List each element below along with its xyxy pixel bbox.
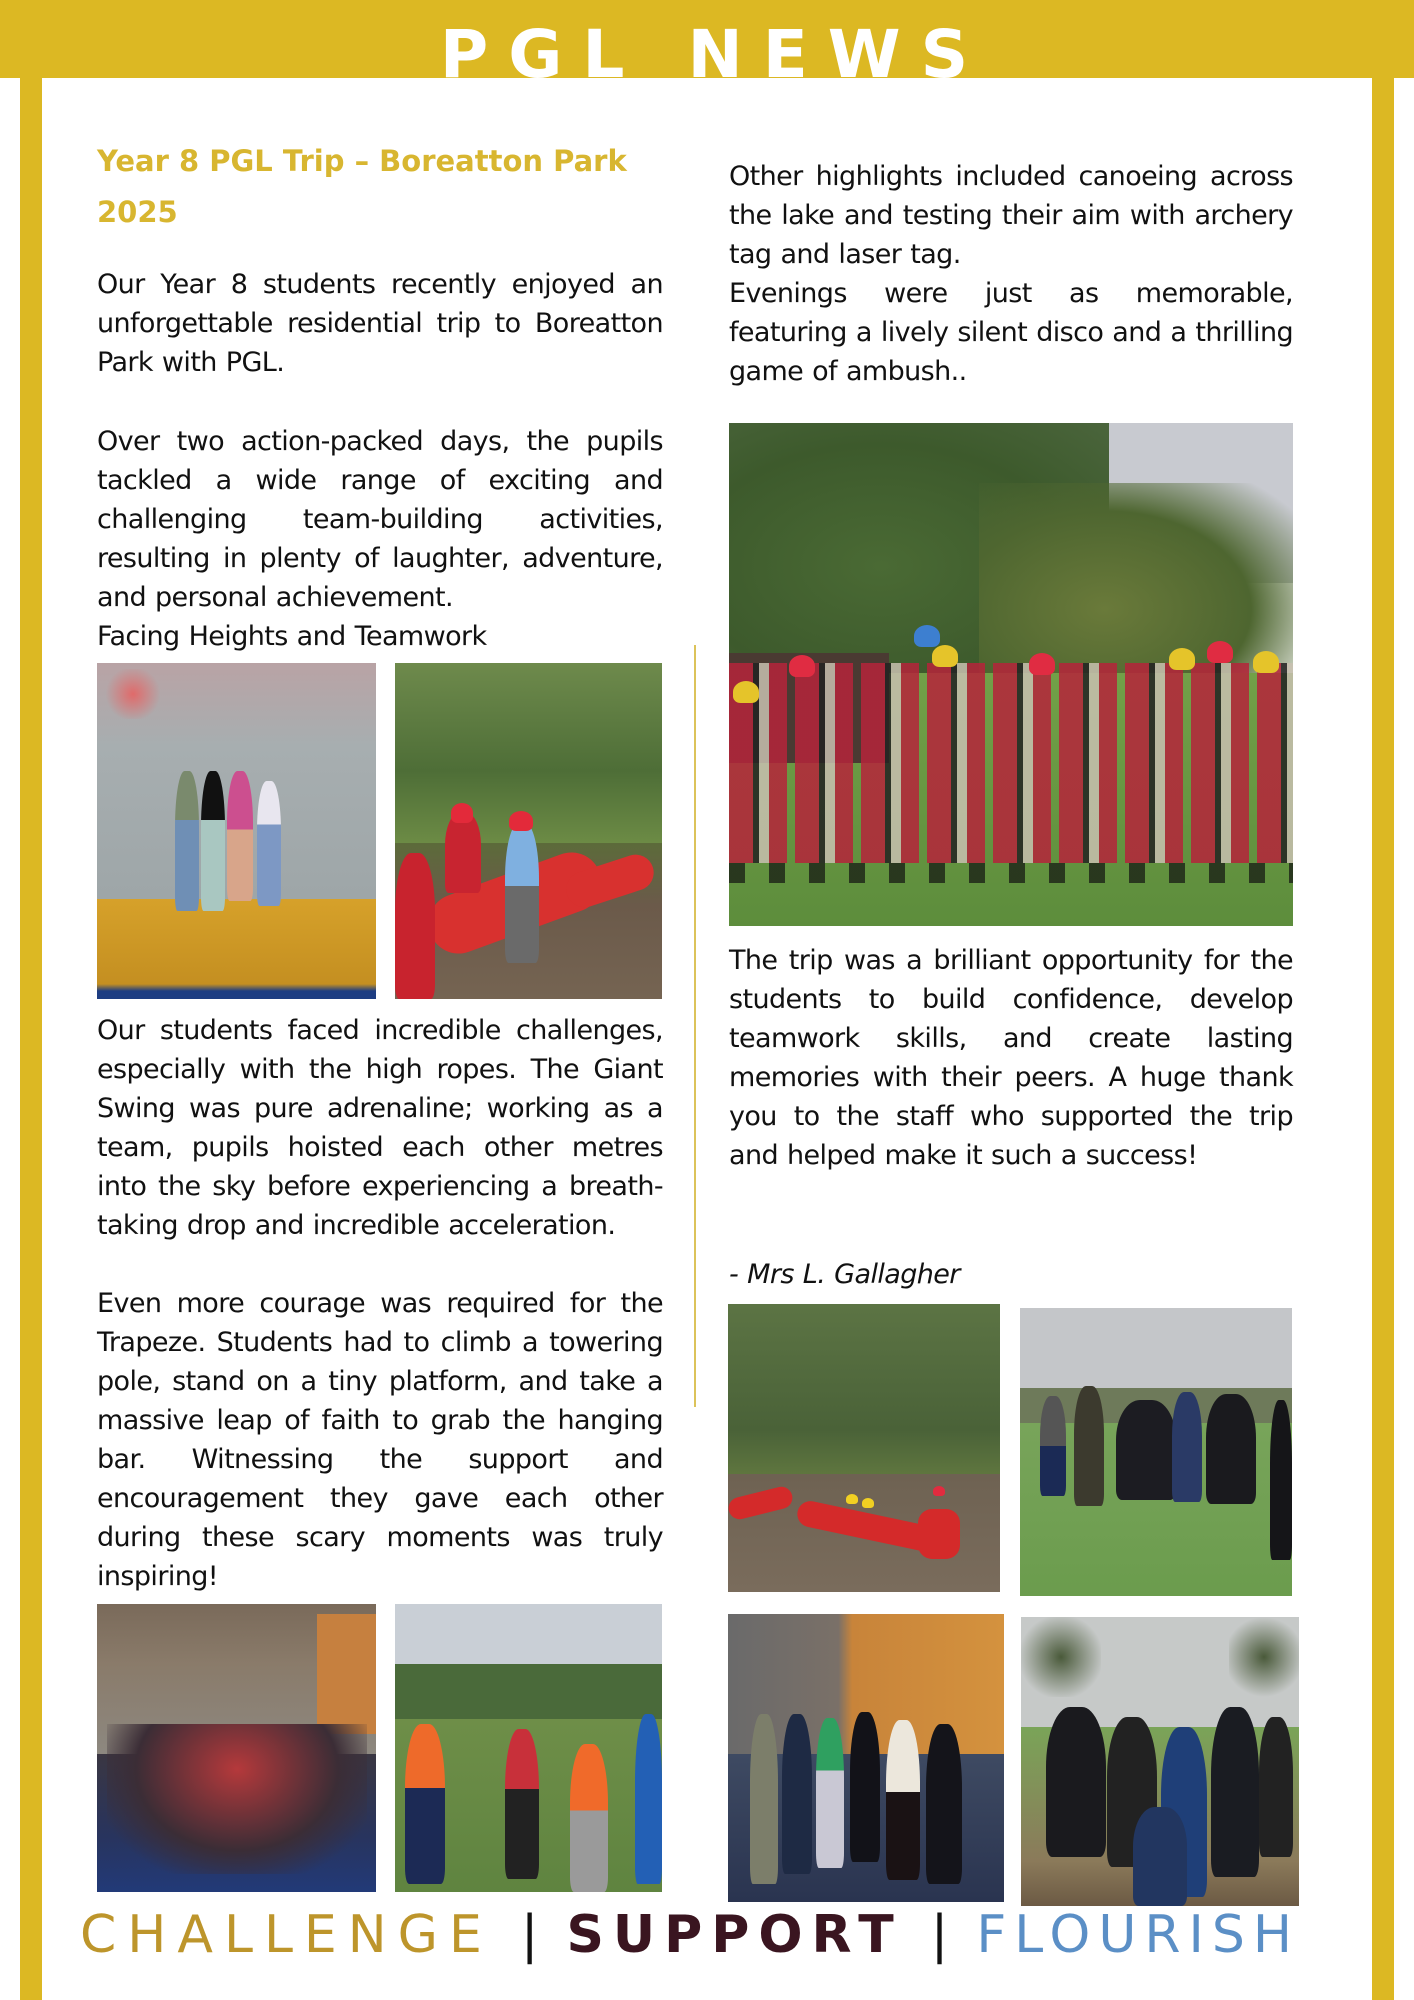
photo-boys-bench-group bbox=[1021, 1617, 1299, 1906]
left-border-bar bbox=[20, 60, 42, 2000]
intro-paragraph: Our Year 8 students recently enjoyed an unforgettable residential trip to Boreatton Park with PGL. bbox=[97, 269, 663, 378]
photo-archery-tag bbox=[1020, 1308, 1292, 1596]
high-ropes-paragraph: Our students faced incredible challenges, especially with the high ropes. The Giant Swing was pure adrenaline; working as a team, pupils hoisted each other metres into the sky before experiencing a breath-taking drop and incredible acceleration. bbox=[97, 1015, 663, 1241]
photo-laser-tag-hall bbox=[97, 1604, 376, 1892]
article-heading-line1: Year 8 PGL Trip – Boreatton Park bbox=[97, 144, 627, 178]
newsletter-title: PGL NEWS bbox=[439, 16, 989, 78]
trapeze-paragraph: Even more courage was required for the Trapeze. Students had to climb a towering pole, stand on a tiny platform, and take a massive leap of faith to grab the hanging bar. Witnessing the support and encouragement they gave each other during these scary moments was truly inspiring! bbox=[97, 1288, 663, 1592]
article-heading-line2: 2025 bbox=[97, 195, 178, 229]
evenings-paragraph: Evenings were just as memorable, featuring a lively silent disco and a thrilling game of ambush.. bbox=[729, 278, 1293, 387]
tagline-support: SUPPORT bbox=[566, 1905, 903, 1965]
tagline-separator: | bbox=[520, 1905, 539, 1965]
photo-canoe-carry bbox=[395, 663, 662, 999]
conclusion-paragraph: The trip was a brilliant opportunity for the students to build confidence, develop teamwork skills, and create lasting memories with their peers. A huge thank you to the staff who supported the trip and helped make it such a success! bbox=[729, 945, 1293, 1171]
photo-group-helmets-field bbox=[729, 423, 1293, 926]
tagline-separator: | bbox=[930, 1905, 949, 1965]
tagline-flourish: FLOURISH bbox=[976, 1905, 1300, 1965]
highlights-paragraph: Other highlights included canoeing across the lake and testing their aim with archery tag and laser tag. bbox=[729, 161, 1293, 270]
tagline-challenge: CHALLENGE bbox=[80, 1905, 493, 1965]
activities-paragraph: Over two action-packed days, the pupils tackled a wide range of exciting and challenging team-building activities, resulting in plenty of laughter, adventure, and personal achievement. bbox=[97, 426, 663, 613]
author-signature: - Mrs L. Gallagher bbox=[729, 1259, 960, 1290]
column-divider bbox=[694, 645, 696, 1407]
header-band bbox=[0, 0, 1414, 78]
photo-girls-silent-disco-wall bbox=[97, 663, 376, 999]
photo-canoeing-river bbox=[728, 1304, 1000, 1592]
photo-silent-disco-girls bbox=[728, 1614, 1004, 1902]
footer-tagline bbox=[80, 1905, 1300, 1965]
right-border-bar bbox=[1372, 60, 1394, 2000]
photo-ambush-game-field bbox=[395, 1604, 662, 1892]
subheading-heights: Facing Heights and Teamwork bbox=[97, 621, 487, 652]
article-heading bbox=[97, 136, 663, 238]
